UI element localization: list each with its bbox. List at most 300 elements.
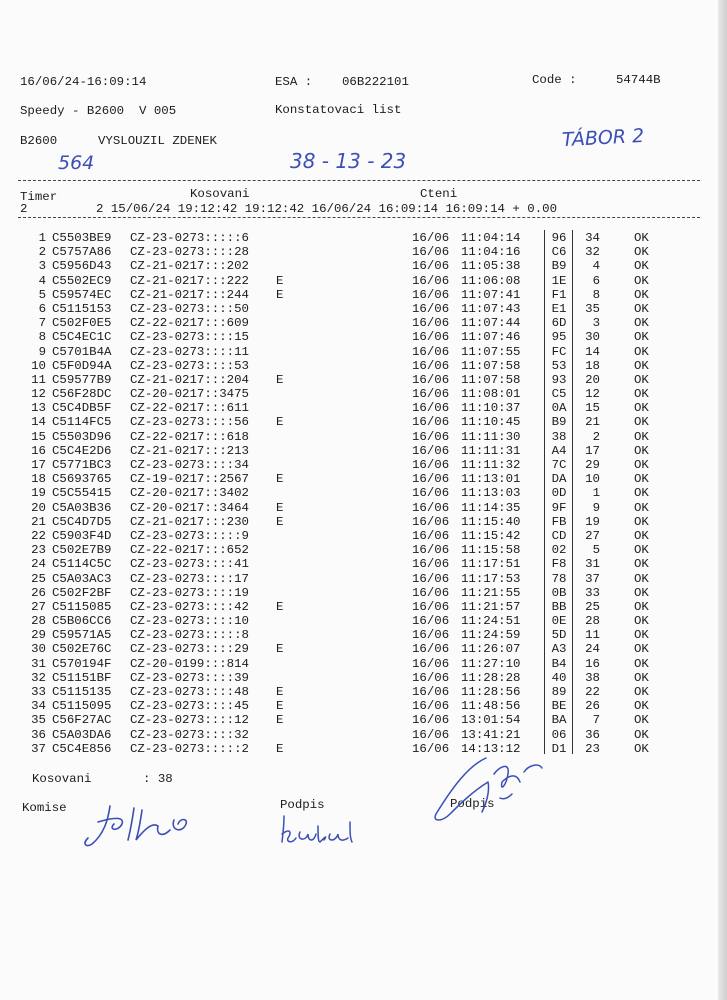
status: OK	[634, 287, 649, 302]
chip-id: C502E76C	[52, 642, 112, 657]
chip-id: C51151BF	[52, 670, 112, 685]
table-row	[0, 444, 718, 458]
row-number: 4	[38, 273, 46, 288]
ring-number: CZ-21-0217:::202	[130, 259, 249, 274]
timer-label: Timer	[20, 190, 58, 204]
read-date: 16/06	[412, 656, 450, 671]
chip-id: C5114C5C	[52, 557, 112, 572]
status: OK	[634, 557, 649, 572]
read-date: 16/06	[412, 301, 450, 316]
hex-code: 96	[551, 231, 567, 245]
status: OK	[634, 685, 649, 699]
row-mark: E	[276, 599, 284, 614]
row-number: 36	[31, 727, 46, 742]
read-time: 11:14:35	[461, 500, 521, 515]
placement: 1	[592, 486, 600, 501]
row-number: 26	[31, 585, 46, 600]
row-number: 29	[31, 628, 46, 643]
ring-number: CZ-20-0217::3475	[130, 387, 249, 402]
hex-code: F1	[551, 287, 567, 302]
chip-id: C59577B9	[52, 372, 112, 387]
ring-number: CZ-23-0273::::34	[130, 458, 249, 472]
status: OK	[634, 599, 649, 614]
read-time: 11:13:01	[461, 472, 521, 487]
status: OK	[634, 571, 649, 586]
row-number: 5	[38, 287, 46, 302]
chip-id: C56F27AC	[52, 713, 112, 728]
chip-id: C5C4DB5F	[52, 401, 112, 416]
read-date: 16/06	[412, 372, 450, 387]
row-mark: E	[276, 273, 284, 288]
row-number: 12	[31, 387, 46, 402]
status: OK	[634, 458, 649, 472]
table-row	[0, 586, 718, 600]
placement: 21	[585, 415, 600, 430]
hex-code: BE	[551, 699, 567, 714]
chip-id: C5115135	[52, 685, 112, 699]
divider-timer	[18, 217, 700, 218]
placement: 27	[585, 528, 600, 543]
ring-number: CZ-23-0273::::56	[130, 415, 249, 430]
ring-number: CZ-23-0273::::15	[130, 330, 249, 345]
esa-value: 06B222101	[342, 75, 409, 89]
read-date: 16/06	[412, 727, 450, 742]
status: OK	[634, 387, 649, 402]
ring-number: CZ-21-0217:::213	[130, 443, 249, 458]
read-date: 16/06	[412, 387, 450, 402]
table-row	[0, 231, 718, 245]
ring-number: CZ-22-0217:::611	[130, 401, 249, 416]
read-date: 16/06	[412, 330, 450, 345]
timer-times: 2 15/06/24 19:12:42 19:12:42 16/06/24 16:09:14 16:09:14 + 0.00	[96, 202, 558, 216]
read-date: 16/06	[412, 628, 450, 643]
read-date: 16/06	[412, 344, 450, 359]
row-mark: E	[276, 472, 284, 487]
placement: 3	[592, 316, 600, 331]
ring-number: CZ-23-0273::::41	[130, 557, 249, 572]
table-row	[0, 529, 718, 543]
status: OK	[634, 401, 649, 416]
read-date: 16/06	[412, 699, 450, 714]
read-date: 16/06	[412, 528, 450, 543]
read-time: 11:26:07	[461, 642, 521, 657]
placement: 37	[585, 571, 600, 586]
read-date: 16/06	[412, 557, 450, 572]
read-time: 11:07:58	[461, 358, 521, 373]
read-time: 11:15:58	[461, 543, 521, 558]
read-date: 16/06	[412, 670, 450, 685]
chip-id: C5C4E2D6	[52, 443, 112, 458]
status: OK	[634, 443, 649, 458]
esa-label: ESA :	[275, 75, 313, 89]
divider-top	[18, 180, 700, 181]
read-date: 16/06	[412, 685, 450, 699]
read-time: 11:07:44	[461, 316, 521, 331]
table-row	[0, 288, 718, 302]
read-date: 16/06	[412, 514, 450, 529]
placement: 16	[585, 656, 600, 671]
document-title: Konstatovaci list	[275, 103, 402, 117]
placement: 34	[585, 231, 600, 245]
read-date: 16/06	[412, 741, 450, 756]
table-row	[0, 543, 718, 557]
read-date: 16/06	[412, 585, 450, 600]
read-time: 11:24:59	[461, 628, 521, 643]
hex-code: A4	[551, 443, 567, 458]
handwritten-number: 564	[58, 152, 95, 174]
read-time: 11:15:40	[461, 514, 521, 529]
chip-id: C5C4EC1C	[52, 330, 112, 345]
table-row	[0, 557, 718, 571]
read-time: 11:07:55	[461, 344, 521, 359]
read-date: 16/06	[412, 500, 450, 515]
status: OK	[634, 614, 649, 629]
placement: 11	[585, 628, 600, 643]
status: OK	[634, 713, 649, 728]
table-row	[0, 245, 718, 259]
row-mark: E	[276, 287, 284, 302]
hex-code: 0E	[551, 614, 567, 629]
code-value: 54744B	[616, 73, 661, 87]
read-time: 11:07:46	[461, 330, 521, 345]
table-row	[0, 373, 718, 387]
read-date: 16/06	[412, 614, 450, 629]
read-time: 11:04:14	[461, 231, 521, 245]
table-row	[0, 274, 718, 288]
row-number: 23	[31, 543, 46, 558]
placement: 33	[585, 585, 600, 600]
status: OK	[634, 741, 649, 756]
placement: 24	[585, 642, 600, 657]
read-time: 11:17:51	[461, 557, 521, 572]
placement: 35	[585, 301, 600, 316]
placement: 36	[585, 727, 600, 742]
hex-code: 0A	[551, 401, 567, 416]
status: OK	[634, 415, 649, 430]
placement: 2	[592, 429, 600, 444]
status: OK	[634, 486, 649, 501]
read-date: 16/06	[412, 245, 450, 260]
read-time: 11:05:38	[461, 259, 521, 274]
ring-number: CZ-23-0273::::53	[130, 358, 249, 373]
hex-code: DA	[551, 472, 567, 487]
status: OK	[634, 670, 649, 685]
row-number: 33	[31, 685, 46, 699]
status: OK	[634, 330, 649, 345]
placement: 5	[592, 543, 600, 558]
read-time: 11:48:56	[461, 699, 521, 714]
timer-number: 2	[20, 202, 28, 216]
read-date: 16/06	[412, 231, 450, 245]
read-time: 14:13:12	[461, 741, 521, 756]
read-time: 11:28:56	[461, 685, 521, 699]
row-mark: E	[276, 741, 284, 756]
status: OK	[634, 514, 649, 529]
ring-number: CZ-23-0273::::19	[130, 585, 249, 600]
read-time: 11:07:58	[461, 372, 521, 387]
row-number: 28	[31, 614, 46, 629]
read-date: 16/06	[412, 358, 450, 373]
read-date: 16/06	[412, 316, 450, 331]
hex-code: FC	[551, 344, 567, 359]
read-time: 11:11:30	[461, 429, 521, 444]
row-number: 24	[31, 557, 46, 572]
placement: 32	[585, 245, 600, 260]
status: OK	[634, 727, 649, 742]
row-number: 6	[38, 301, 46, 316]
handwritten-place: TÁBOR 2	[561, 124, 645, 152]
read-time: 11:27:10	[461, 656, 521, 671]
table-row	[0, 316, 718, 330]
row-number: 30	[31, 642, 46, 657]
status: OK	[634, 259, 649, 274]
chip-id: C5115085	[52, 599, 112, 614]
read-date: 16/06	[412, 415, 450, 430]
hex-code: C5	[551, 387, 567, 402]
status: OK	[634, 543, 649, 558]
placement: 8	[592, 287, 600, 302]
row-number: 25	[31, 571, 46, 586]
hex-code: E1	[551, 301, 567, 316]
hex-code: FB	[551, 514, 567, 529]
chip-id: C5701B4A	[52, 344, 112, 359]
table-row	[0, 345, 718, 359]
ring-number: CZ-20-0199:::814	[130, 656, 249, 671]
chip-id: C5A03DA6	[52, 727, 112, 742]
read-time: 11:28:28	[461, 670, 521, 685]
placement: 15	[585, 401, 600, 416]
read-time: 11:24:51	[461, 614, 521, 629]
row-number: 2	[38, 245, 46, 260]
row-number: 21	[31, 514, 46, 529]
table-row	[0, 728, 718, 742]
read-date: 16/06	[412, 429, 450, 444]
hex-code: 0B	[551, 585, 567, 600]
ring-number: CZ-23-0273::::42	[130, 599, 249, 614]
hex-code: 06	[551, 727, 567, 742]
read-time: 13:41:21	[461, 727, 521, 742]
ring-number: CZ-20-0217::3464	[130, 500, 249, 515]
kosovani-total-value: : 38	[143, 772, 173, 786]
row-number: 3	[38, 259, 46, 274]
table-row	[0, 614, 718, 628]
hex-code: CD	[551, 528, 567, 543]
komise-signature	[78, 800, 203, 855]
row-number: 22	[31, 528, 46, 543]
hex-code: B4	[551, 656, 567, 671]
hex-code: 0D	[551, 486, 567, 501]
row-number: 18	[31, 472, 46, 487]
row-number: 17	[31, 458, 46, 472]
chip-id: C502F2BF	[52, 585, 112, 600]
kosovani-total-label: Kosovani	[32, 772, 92, 786]
chip-id: C5C4D7D5	[52, 514, 112, 529]
chip-id: C56F28DC	[52, 387, 112, 402]
row-number: 35	[31, 713, 46, 728]
chip-id: C5956D43	[52, 259, 112, 274]
read-date: 16/06	[412, 472, 450, 487]
podpis-signature-1	[278, 812, 358, 850]
table-row	[0, 330, 718, 344]
read-time: 11:10:45	[461, 415, 521, 430]
hex-code: 6D	[551, 316, 567, 331]
table-row	[0, 600, 718, 614]
read-time: 11:21:55	[461, 585, 521, 600]
hex-code: F8	[551, 557, 567, 572]
placement: 30	[585, 330, 600, 345]
komise-label: Komise	[22, 801, 67, 815]
table-row	[0, 486, 718, 500]
table-row	[0, 713, 718, 727]
code-label: Code :	[532, 73, 577, 87]
placement: 12	[585, 387, 600, 402]
table-row	[0, 685, 718, 699]
placement: 6	[592, 273, 600, 288]
ring-number: CZ-23-0273::::29	[130, 642, 249, 657]
chip-id: C5B06CC6	[52, 614, 112, 629]
table-row	[0, 628, 718, 642]
read-time: 11:04:16	[461, 245, 521, 260]
placement: 28	[585, 614, 600, 629]
status: OK	[634, 628, 649, 643]
status: OK	[634, 528, 649, 543]
chip-id: C59574EC	[52, 287, 112, 302]
ring-number: CZ-23-0273:::::2	[130, 741, 249, 756]
ring-number: CZ-23-0273::::17	[130, 571, 249, 586]
table-row	[0, 430, 718, 444]
placement: 38	[585, 670, 600, 685]
ring-number: CZ-21-0217:::222	[130, 273, 249, 288]
status: OK	[634, 656, 649, 671]
read-date: 16/06	[412, 713, 450, 728]
row-mark: E	[276, 713, 284, 728]
row-number: 19	[31, 486, 46, 501]
podpis-signature-2	[428, 752, 548, 827]
hex-code: 9F	[551, 500, 567, 515]
read-date: 16/06	[412, 571, 450, 586]
handwritten-ring: 38 - 13 - 23	[290, 149, 407, 173]
row-mark: E	[276, 685, 284, 699]
row-mark: E	[276, 372, 284, 387]
ring-number: CZ-21-0217:::204	[130, 372, 249, 387]
ring-number: CZ-21-0217:::244	[130, 287, 249, 302]
table-row	[0, 458, 718, 472]
chip-id: C570194F	[52, 656, 112, 671]
hex-code: B9	[551, 415, 567, 430]
read-time: 11:11:31	[461, 443, 521, 458]
chip-id: C5114FC5	[52, 415, 112, 430]
ring-number: CZ-20-0217::3402	[130, 486, 249, 501]
placement: 9	[592, 500, 600, 515]
row-mark: E	[276, 500, 284, 515]
read-date: 16/06	[412, 287, 450, 302]
row-number: 10	[31, 358, 46, 373]
status: OK	[634, 273, 649, 288]
ring-number: CZ-23-0273::::45	[130, 699, 249, 714]
status: OK	[634, 642, 649, 657]
placement: 4	[592, 259, 600, 274]
read-time: 11:13:03	[461, 486, 521, 501]
ring-number: CZ-23-0273::::11	[130, 344, 249, 359]
ring-number: CZ-23-0273::::50	[130, 301, 249, 316]
hex-code: 78	[551, 571, 567, 586]
row-number: 27	[31, 599, 46, 614]
placement: 19	[585, 514, 600, 529]
ring-number: CZ-23-0273::::32	[130, 727, 249, 742]
ring-number: CZ-22-0217:::652	[130, 543, 249, 558]
read-time: 11:15:42	[461, 528, 521, 543]
hex-code: BB	[551, 599, 567, 614]
ring-number: CZ-22-0217:::618	[130, 429, 249, 444]
read-date: 16/06	[412, 273, 450, 288]
table-row	[0, 671, 718, 685]
hex-code: 93	[551, 372, 567, 387]
hex-code: 5D	[551, 628, 567, 643]
row-mark: E	[276, 514, 284, 529]
row-mark: E	[276, 415, 284, 430]
chip-id: C5502EC9	[52, 273, 112, 288]
row-number: 32	[31, 670, 46, 685]
row-number: 34	[31, 699, 46, 714]
ring-number: CZ-23-0273::::12	[130, 713, 249, 728]
chip-id: C5757A86	[52, 245, 112, 260]
read-time: 11:17:53	[461, 571, 521, 586]
placement: 18	[585, 358, 600, 373]
podpis-label-2: Podpis	[450, 797, 495, 811]
read-time: 11:21:57	[461, 599, 521, 614]
read-date: 16/06	[412, 543, 450, 558]
row-number: 14	[31, 415, 46, 430]
status: OK	[634, 301, 649, 316]
chip-id: C59571A5	[52, 628, 112, 643]
placement: 31	[585, 557, 600, 572]
row-number: 8	[38, 330, 46, 345]
status: OK	[634, 500, 649, 515]
placement: 10	[585, 472, 600, 487]
hex-code: 89	[551, 685, 567, 699]
placement: 29	[585, 458, 600, 472]
scan-edge	[718, 0, 727, 1000]
read-date: 16/06	[412, 642, 450, 657]
ring-number: CZ-23-0273::::48	[130, 685, 249, 699]
placement: 22	[585, 685, 600, 699]
status: OK	[634, 231, 649, 245]
hex-code: B9	[551, 259, 567, 274]
row-mark: E	[276, 699, 284, 714]
row-mark: E	[276, 642, 284, 657]
table-row	[0, 472, 718, 486]
chip-id: C5503BE9	[52, 231, 112, 245]
owner-id: B2600	[20, 134, 58, 148]
read-date: 16/06	[412, 443, 450, 458]
table-row	[0, 642, 718, 656]
chip-id: C5A03B36	[52, 500, 112, 515]
hex-code: 53	[551, 358, 567, 373]
read-date: 16/06	[412, 458, 450, 472]
table-row	[0, 699, 718, 713]
hex-code: 1E	[551, 273, 567, 288]
placement: 23	[585, 741, 600, 756]
table-row	[0, 401, 718, 415]
ring-number: CZ-23-0273:::::9	[130, 528, 249, 543]
table-row	[0, 259, 718, 273]
chip-id: C5903F4D	[52, 528, 112, 543]
status: OK	[634, 344, 649, 359]
chip-id: C502F0E5	[52, 316, 112, 331]
chip-id: C502E7B9	[52, 543, 112, 558]
chip-id: C5A03AC3	[52, 571, 112, 586]
chip-id: C5503D96	[52, 429, 112, 444]
